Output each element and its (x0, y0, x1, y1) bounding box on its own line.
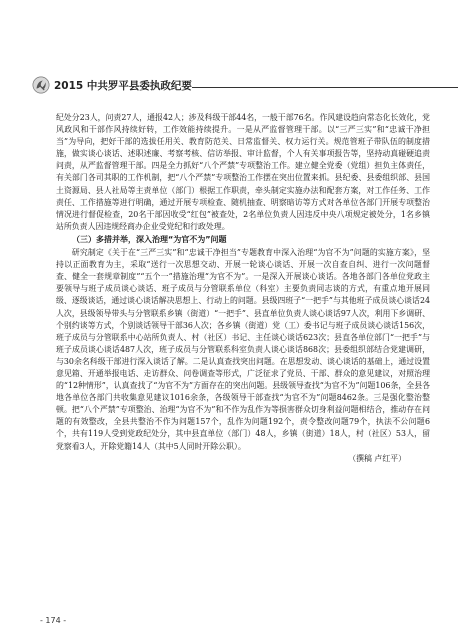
page-number: - 174 - (40, 616, 67, 625)
paragraph: 纪处分23人，问责27人，通报42人；涉及科级干部44名，一般干部76名。作风建设趋向常态化长效化，党风政风和干部作风持续好转，工作效能持续提升。一是从严监督管理干部。以“三严三实”和“忠诚干净担当”为导向，把好干部的选拔任用关、教育防范关、日常监督关、权力运行关。规范管班子带队伍的制度措施，做实谈心谈话、述职述廉、考察考核、信访举报、审计监督，个人有关事项报告等，坚持动真碰硬追责问责，从严监督管理干部。四是全力抓好“八个严禁”专项整治工作。建立健全党委（党组）担负主体责任，有关部门各司其职的工作机制，把“八个严禁”专项整治工作摆在突出位置来抓。县纪委、县委组织部、县国土资源局、县人社局等主责单位（部门）根据工作职责，牵头制定实施办法和配套方案，对工作任务、工作责任、工作措施等进行明确，通过开展专项检查、随机抽查、明察暗访等方式对各单位各部门开展专项整治情况进行督促检查，20名干部因收受“红包”被查处，2名单位负责人因违反中央八项规定被处分，1名乡镇站所负责人因违规经商办企业受党纪和行政处理。 (56, 113, 430, 231)
header-title: 2015 中共罗平县委执政纪要 (54, 80, 192, 92)
header-rule (192, 87, 458, 88)
party-emblem-icon (32, 76, 50, 94)
section-heading: （三）多措并举，深入治理“为官不为”问题 (72, 234, 227, 244)
author-signature: （撰稿 卢红平） (348, 453, 406, 463)
running-header (32, 76, 442, 98)
paragraph: 研究制定《关于在“三严三实”和“忠诚干净担当”专题教育中深入治理“为官不为”问题的实施方案》，坚持以正面教育为主，采取“送行一次思想交动、开展一轮谈心谈话、开展一次自查自纠、进行一次问题督查、健全一套规章制度”“五个一”措施治理“为官不为”。一是深入开展谈心谈话。各地各部门各单位党政主要领导与班子成员谈心谈话、班子成员与分管联系单位（科室）主要负责同志谈的方式，有重点地开展同级、逐级谈话，通过谈心谈话解决思想上、行动上的问题。县级四班子“一把手”与其他班子成员谈心谈话24人次，县级领导带头与分管联系乡镇（街道）“一把手”、县直单位负责人谈心谈话97人次，利用下乡调研、个别约谈等方式，个别谈话领导干部36人次；各乡镇（街道）党（工）委书记与班子成员谈心谈话156次，班子成员与分管联系中心站所负责人、村（社区）书记、主任谈心谈话623次；县直各单位部门“一把手”与班子成员谈心谈话487人次，班子成员与分管联系科室负责人谈心谈话868次；县委组织部结合党建调研，与30余名科级干部进行深入谈话了解。二是认真查找突出问题。在思想发动、谈心谈话的基础上，通过设置意见箱、开通举报电话、走访群众、问卷调查等形式，广泛征求了党员、干部、群众的意见建议，对照治理的“12种情形”，认真查找了“为官不为”方面存在的突出问题。县级领导查找“为官不为”问题106条，全县各地各单位各部门共收集意见建议1016余条，各级领导干部查找“为官不为”问题8462条。三是强化整治整顿。把“八个严禁”专项整治、治理“为官不为”和不作为乱作为等损害群众切身利益问题相结合，推动存在问题的有效整改，全县共整治不作为问题157个，乱作为问题192个，责令整改问题79个，执法不公问题6个，共有119人受到党政纪处分，其中县直单位（部门）48人，乡镇（街道）18人，村（社区）53人，留党察看3人，开除党籍14人（其中5人同时开除公职）。 (56, 248, 430, 451)
article-body (56, 112, 430, 465)
